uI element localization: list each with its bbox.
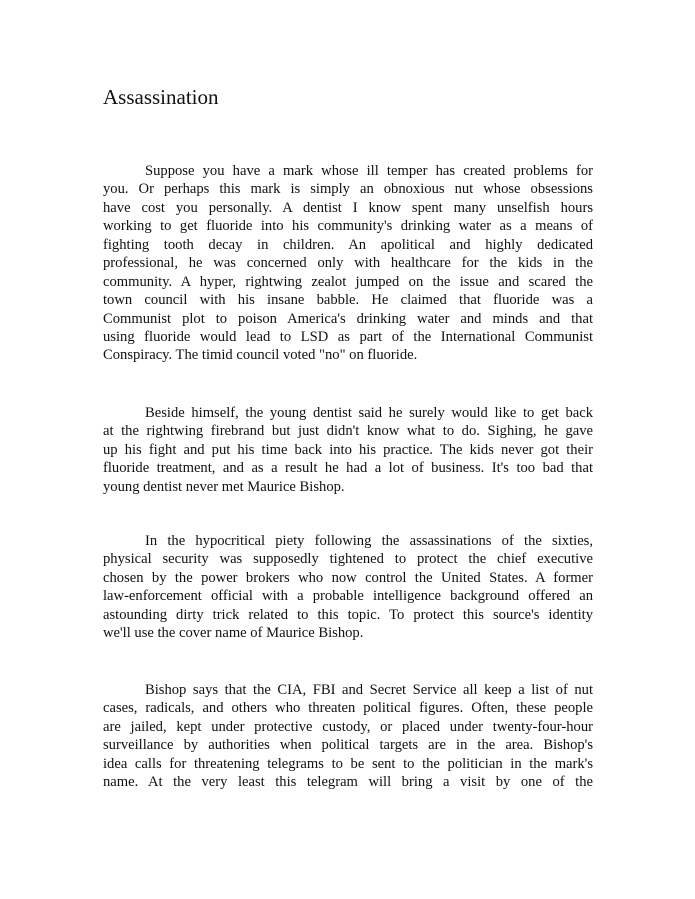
text-line: surveillance by authorities when political targets are in the area. Bishop's <box>103 737 593 754</box>
text-line: you. Or perhaps this mark is simply an obnoxious nut whose obsessions <box>103 181 593 198</box>
text-line: are jailed, kept under protective custody, or placed under twenty-four-hour <box>103 718 593 735</box>
text-line: fluoride treatment, and as a result he had a lot of business. It's too bad that <box>103 460 593 477</box>
text-line: working to get fluoride into his community's drinking water as a means of <box>103 218 593 235</box>
text-line: astounding dirty trick related to this topic. To protect this source's identity <box>103 606 593 623</box>
paragraph-1 <box>103 162 593 365</box>
paragraph-4 <box>103 681 593 792</box>
text-line: cases, radicals, and others who threaten political figures. Often, these people <box>103 700 593 717</box>
text-line: up his fight and put his time back into his practice. The kids never got their <box>103 441 593 458</box>
text-line: Conspiracy. The timid council voted "no" on fluoride. <box>103 347 418 364</box>
paragraph-2 <box>103 404 593 496</box>
text-line: Bishop says that the CIA, FBI and Secret Service all keep a list of nut <box>145 682 593 698</box>
text-line: In the hypocritical piety following the assassinations of the sixties, <box>145 533 593 549</box>
text-line: physical security was supposedly tightened to protect the chief executive <box>103 551 593 568</box>
page-title: Assassination <box>103 85 219 109</box>
text-line: Suppose you have a mark whose ill temper has created problems for <box>145 163 593 179</box>
text-line: law-enforcement official with a probable intelligence background offered an <box>103 588 593 605</box>
paragraph-3 <box>103 532 593 643</box>
text-line: have cost you personally. A dentist I know spent many unselfish hours <box>103 199 593 216</box>
text-line: community. A hyper, rightwing zealot jumped on the issue and scared the <box>103 273 593 290</box>
text-line: at the rightwing firebrand but just didn't know what to do. Sighing, he gave <box>103 423 593 440</box>
text-line: professional, he was concerned only with healthcare for the kids in the <box>103 255 593 272</box>
text-line: Communist plot to poison America's drinking water and minds and that <box>103 310 593 327</box>
text-line: young dentist never met Maurice Bishop. <box>103 478 345 495</box>
text-line: chosen by the power brokers who now control the United States. A former <box>103 569 593 586</box>
text-line: we'll use the cover name of Maurice Bishop. <box>103 625 364 642</box>
text-line: town council with his insane babble. He claimed that fluoride was a <box>103 292 593 309</box>
text-line: fighting tooth decay in children. An apolitical and highly dedicated <box>103 236 593 253</box>
text-line: idea calls for threatening telegrams to be sent to the politician in the mark's <box>103 755 593 772</box>
text-line: using fluoride would lead to LSD as part of the International Communist <box>103 328 593 345</box>
text-line: Beside himself, the young dentist said he surely would like to get back <box>145 405 593 421</box>
text-line: name. At the very least this telegram will bring a visit by one of the <box>103 774 593 791</box>
